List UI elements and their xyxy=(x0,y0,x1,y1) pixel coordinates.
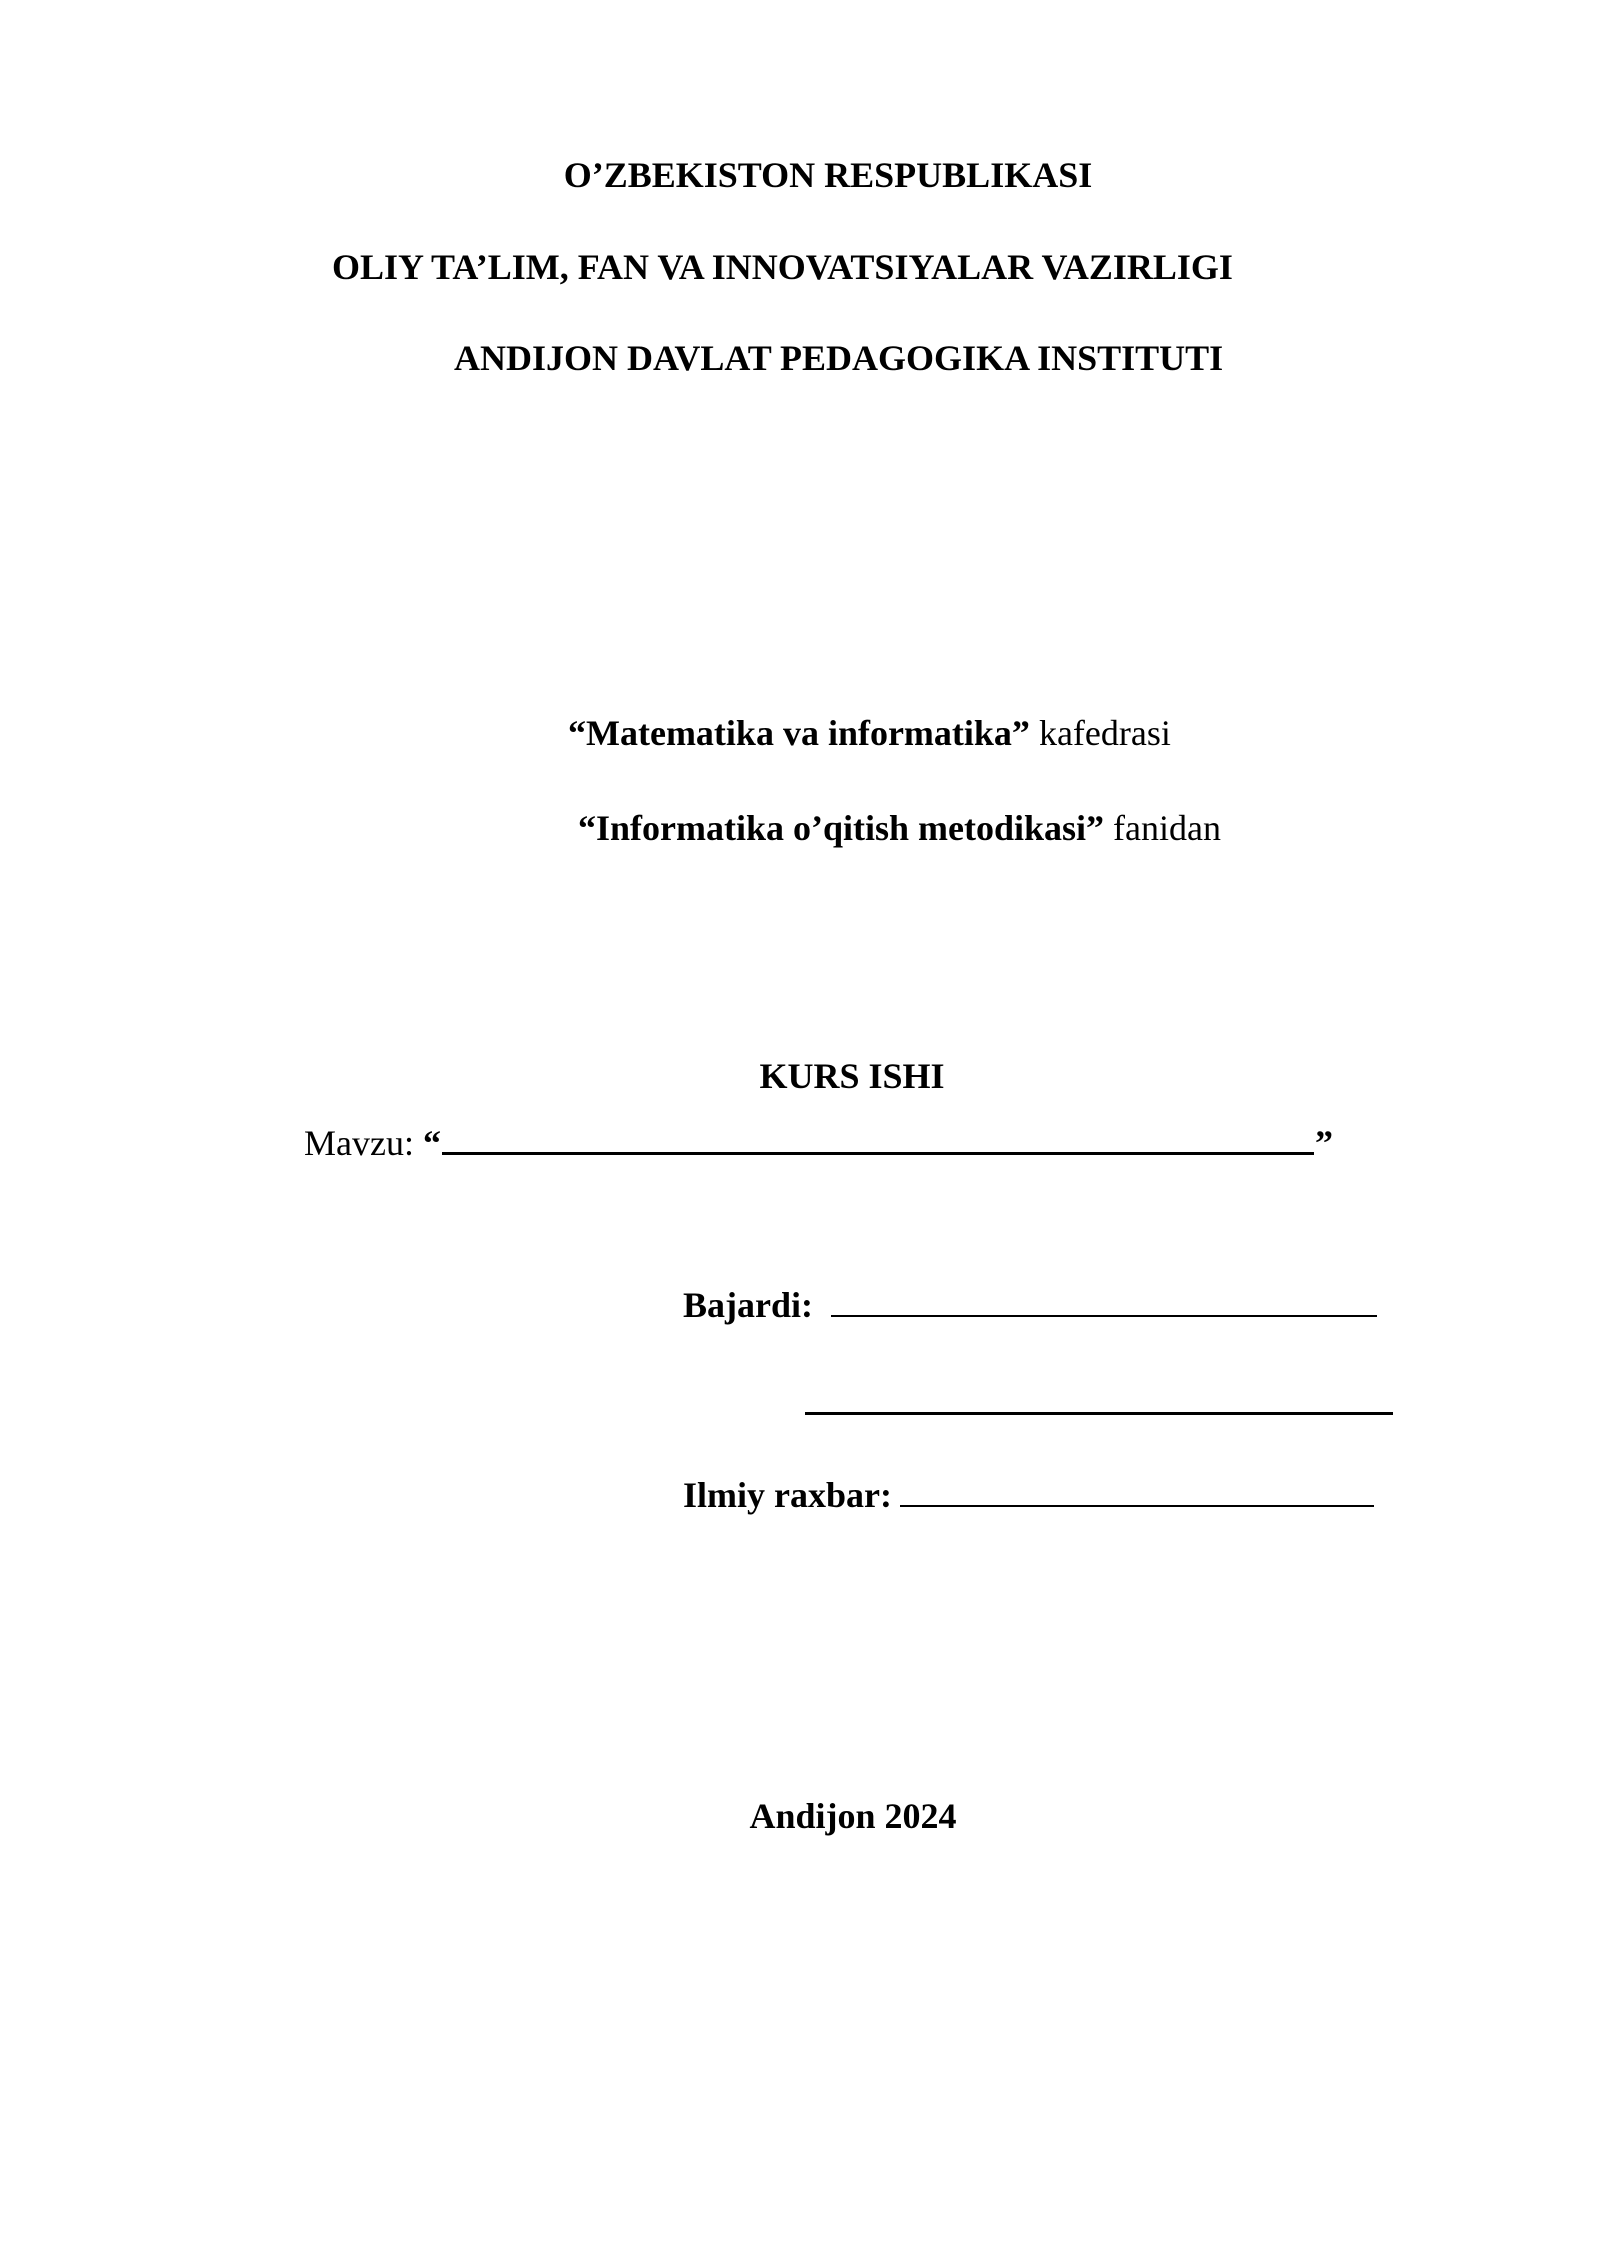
subject-line xyxy=(578,806,1221,850)
header-institute: ANDIJON DAVLAT PEDAGOGIKA INSTITUTI xyxy=(454,338,1224,378)
department-line xyxy=(568,711,1171,755)
subject-name: “Informatika o’qitish metodikasi” xyxy=(578,808,1105,848)
work-type-title: KURS ISHI xyxy=(759,1056,945,1096)
supervisor-line xyxy=(683,1471,1374,1517)
supervisor-label: Ilmiy raxbar: xyxy=(683,1475,892,1515)
topic-open-quote: “ xyxy=(422,1123,441,1163)
performed-by-second-blank-field[interactable] xyxy=(805,1412,1393,1415)
topic-line xyxy=(304,1118,1333,1165)
footer-place-year: Andijon 2024 xyxy=(749,1796,957,1836)
subject-suffix: fanidan xyxy=(1104,808,1221,848)
topic-blank-field[interactable] xyxy=(442,1118,1314,1155)
performed-by-blank-field[interactable] xyxy=(831,1281,1377,1317)
performed-by-line xyxy=(683,1281,1377,1327)
topic-label: Mavzu: xyxy=(304,1123,423,1163)
department-suffix: kafedrasi xyxy=(1029,713,1171,753)
topic-close-quote: ” xyxy=(1314,1123,1333,1163)
department-name: “Matematika va informatika” xyxy=(568,713,1030,753)
supervisor-blank-field[interactable] xyxy=(900,1471,1374,1507)
performed-by-label: Bajardi: xyxy=(683,1285,813,1325)
header-ministry: OLIY TA’LIM, FAN VA INNOVATSIYALAR VAZIRLIGI xyxy=(332,247,1233,287)
header-country: O’ZBEKISTON RESPUBLIKASI xyxy=(563,155,1093,195)
